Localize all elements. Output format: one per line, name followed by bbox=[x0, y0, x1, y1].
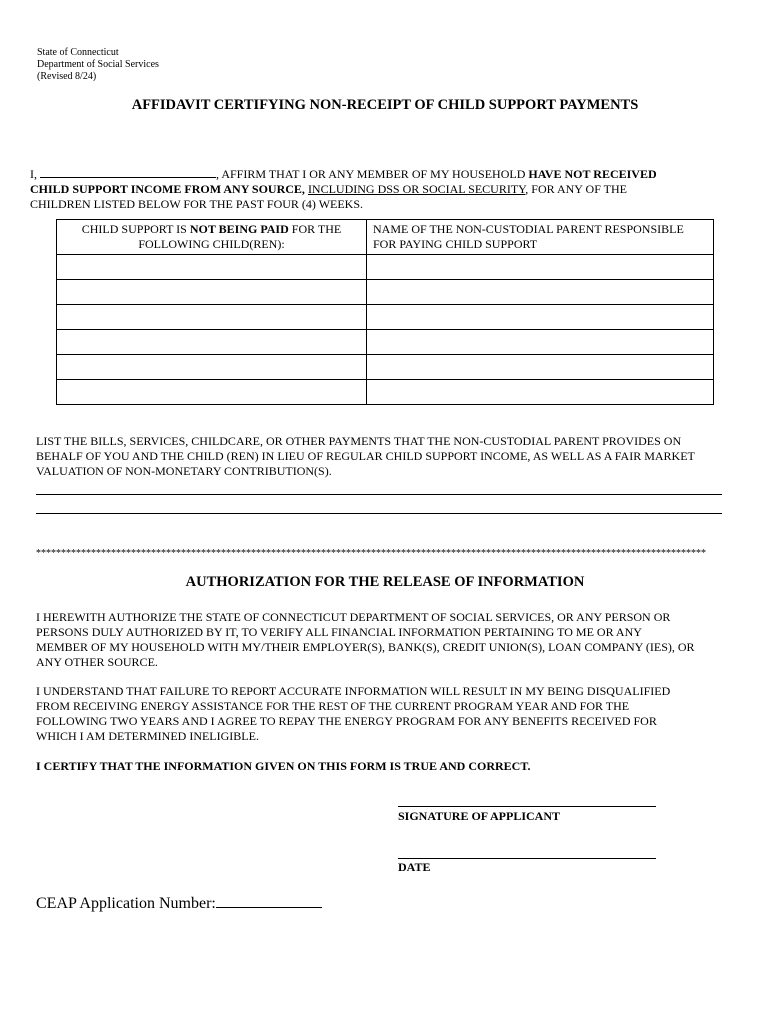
column-header-parent-line2: FOR PAYING CHILD SUPPORT bbox=[373, 237, 538, 251]
affirmation-prefix: I, bbox=[30, 167, 37, 181]
affirmation-bold-1: HAVE NOT RECEIVED bbox=[528, 167, 657, 181]
signature-label: SIGNATURE OF APPLICANT bbox=[398, 809, 561, 823]
affirmation-middle: , AFFIRM THAT I OR ANY MEMBER OF MY HOUSEHOLD bbox=[216, 167, 526, 181]
disqualification-line-2: FROM RECEIVING ENERGY ASSISTANCE FOR THE REST OF THE CURRENT PROGRAM YEAR AND FOR THE bbox=[36, 699, 630, 713]
date-line[interactable] bbox=[398, 858, 656, 859]
child-name-cell[interactable] bbox=[57, 255, 367, 280]
child-name-cell[interactable] bbox=[57, 355, 367, 380]
affirmation-suffix: , FOR ANY OF THE bbox=[525, 182, 627, 196]
parent-name-cell[interactable] bbox=[367, 330, 714, 355]
bills-line-2: BEHALF OF YOU AND THE CHILD (REN) IN LIEU OF REGULAR CHILD SUPPORT INCOME, AS WELL AS A FAIR MARKET bbox=[36, 449, 695, 463]
child-name-cell[interactable] bbox=[57, 380, 367, 405]
bills-instructions bbox=[36, 434, 736, 479]
disqualification-line-4: WHICH I AM DETERMINED INELIGIBLE. bbox=[36, 729, 259, 743]
affirmation-underlined: INCLUDING DSS OR SOCIAL SECURITY bbox=[307, 182, 526, 196]
affirmation-line-3: CHILDREN LISTED BELOW FOR THE PAST FOUR (4) WEEKS. bbox=[30, 197, 364, 211]
separator: ************************************************************************************************************************************** bbox=[36, 548, 706, 559]
ceap-label: CEAP Application Number: bbox=[36, 895, 216, 912]
bills-line-1: LIST THE BILLS, SERVICES, CHILDCARE, OR OTHER PAYMENTS THAT THE NON-CUSTODIAL PARENT PROVIDES ON bbox=[36, 434, 682, 448]
affirmation-bold-2: CHILD SUPPORT INCOME FROM ANY SOURCE, bbox=[30, 182, 305, 196]
parent-name-cell[interactable] bbox=[367, 305, 714, 330]
bills-answer-line-2[interactable] bbox=[36, 513, 722, 514]
column-header-child bbox=[57, 220, 367, 255]
column-header-parent bbox=[367, 220, 714, 255]
table-row bbox=[57, 305, 714, 330]
column-header-child-line2: FOLLOWING CHILD(REN): bbox=[138, 237, 285, 251]
date-label: DATE bbox=[398, 860, 431, 874]
affirmation-line-2 bbox=[30, 182, 730, 197]
table-row bbox=[57, 255, 714, 280]
bills-answer-line-1[interactable] bbox=[36, 494, 722, 495]
column-header-parent-line1: NAME OF THE NON-CUSTODIAL PARENT RESPONSIBLE bbox=[373, 222, 684, 236]
table-row bbox=[57, 330, 714, 355]
column-header-child-pre: CHILD SUPPORT IS bbox=[81, 222, 187, 236]
table-row bbox=[57, 380, 714, 405]
child-name-cell[interactable] bbox=[57, 305, 367, 330]
children-table bbox=[56, 219, 714, 405]
authorization-line-2: PERSONS DULY AUTHORIZED BY IT, TO VERIFY ALL FINANCIAL INFORMATION PERTAINING TO ME OR ANY bbox=[36, 625, 642, 639]
table-header-row bbox=[57, 220, 714, 255]
parent-name-cell[interactable] bbox=[367, 280, 714, 305]
child-name-cell[interactable] bbox=[57, 280, 367, 305]
child-name-cell[interactable] bbox=[57, 330, 367, 355]
column-header-child-bold: NOT BEING PAID bbox=[189, 222, 289, 236]
column-header-child-post: FOR THE bbox=[291, 222, 342, 236]
signature-line[interactable] bbox=[398, 806, 656, 807]
parent-name-cell[interactable] bbox=[367, 255, 714, 280]
affirmation-paragraph bbox=[30, 166, 730, 212]
authorization-title: AUTHORIZATION FOR THE RELEASE OF INFORMATION bbox=[185, 574, 585, 590]
authorization-paragraph bbox=[36, 610, 736, 670]
parent-name-cell[interactable] bbox=[367, 380, 714, 405]
table-row bbox=[57, 355, 714, 380]
disqualification-line-3: FOLLOWING TWO YEARS AND I AGREE TO REPAY THE ENERGY PROGRAM FOR ANY BENEFITS RECEIVED FOR bbox=[36, 714, 657, 728]
header-state: State of Connecticut bbox=[37, 47, 119, 58]
authorization-line-1: I HEREWITH AUTHORIZE THE STATE OF CONNECTICUT DEPARTMENT OF SOCIAL SERVICES, OR ANY PERSON OR bbox=[36, 610, 671, 624]
certification-statement: I CERTIFY THAT THE INFORMATION GIVEN ON THIS FORM IS TRUE AND CORRECT. bbox=[36, 759, 531, 773]
authorization-line-4: ANY OTHER SOURCE. bbox=[36, 655, 158, 669]
header-department: Department of Social Services bbox=[37, 59, 159, 70]
disqualification-line-1: I UNDERSTAND THAT FAILURE TO REPORT ACCURATE INFORMATION WILL RESULT IN MY BEING DISQUALIFIED bbox=[36, 684, 671, 698]
disqualification-paragraph bbox=[36, 684, 736, 744]
form-title: AFFIDAVIT CERTIFYING NON-RECEIPT OF CHILD SUPPORT PAYMENTS bbox=[131, 97, 639, 113]
ceap-application-number bbox=[36, 893, 322, 913]
authorization-line-3: MEMBER OF MY HOUSEHOLD WITH MY/THEIR EMPLOYER(S), BANK(S), CREDIT UNION(S), LOAN COMPANY (IES), OR bbox=[36, 640, 695, 654]
parent-name-cell[interactable] bbox=[367, 355, 714, 380]
ceap-number-field[interactable] bbox=[216, 893, 322, 908]
bills-line-3: VALUATION OF NON-MONETARY CONTRIBUTION(S). bbox=[36, 464, 332, 478]
table-row bbox=[57, 280, 714, 305]
affirmation-line-1 bbox=[30, 166, 730, 182]
name-field[interactable] bbox=[40, 166, 216, 178]
header-revision: (Revised 8/24) bbox=[37, 71, 97, 82]
